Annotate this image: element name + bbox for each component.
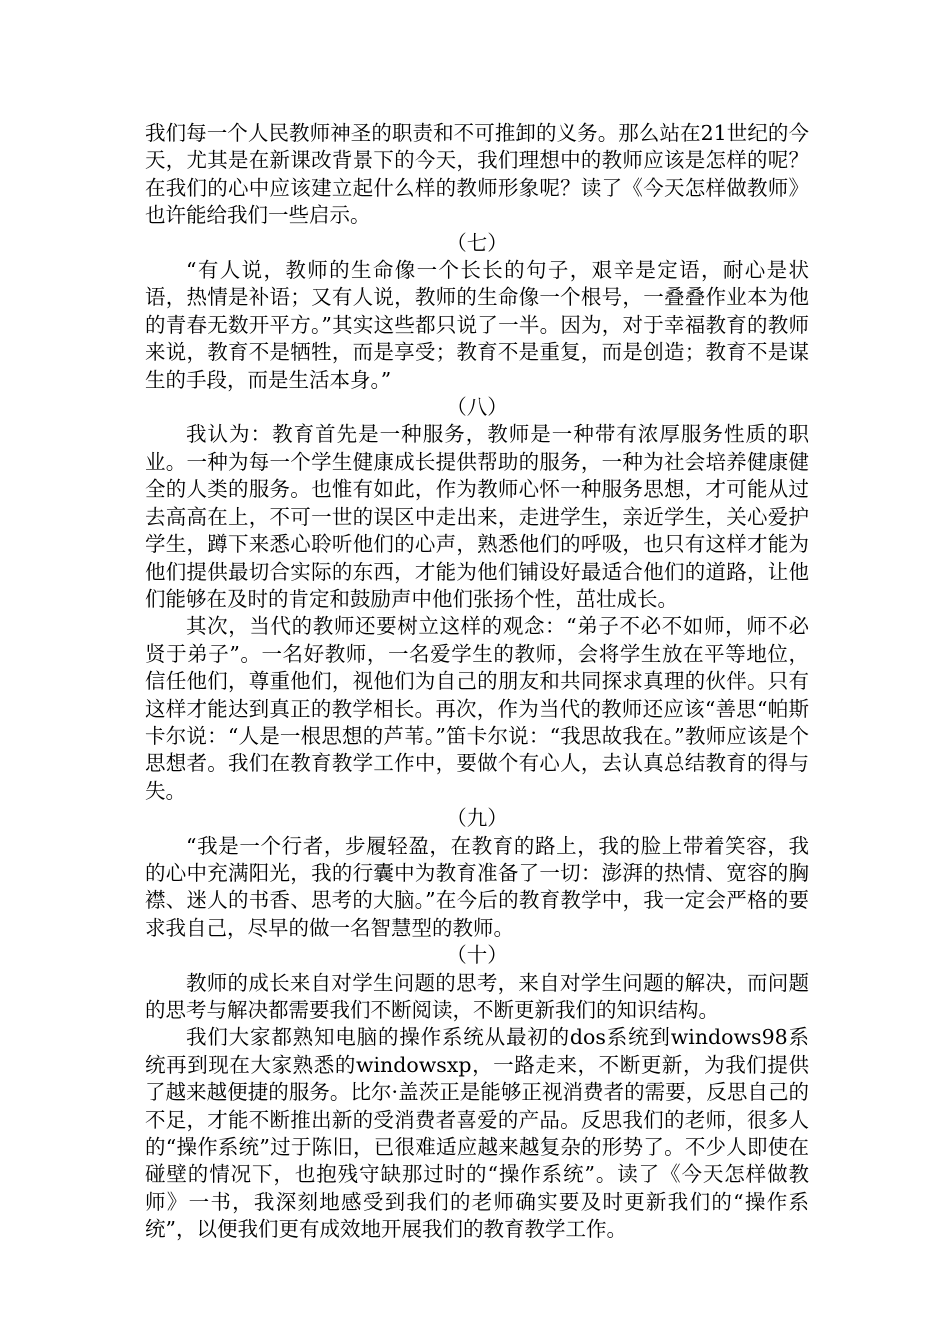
paragraph-section-8-first: 我认为：教育首先是一种服务，教师是一种带有浓厚服务性质的职业。一种为每一个学生健康成长提供帮助的服务，一种为社会培养健康健全的人类的服务。也惟有如此，作为教师心怀一种服务思想，才可能从过去高高在上，不可一世的误区中走出来，走进学生，亲近学生，关心爱护学生，蹲下来悉心聆听他们的心声，熟悉他们的呼吸，也只有这样才能为他们提供最切合实际的东西，才能为他们铺设好最适合他们的道路，让他们能够在及时的肯定和鼓励声中他们张扬个性，茁壮成长。 (145, 422, 809, 611)
paragraph-section-8-second: 其次，当代的教师还要树立这样的观念：“弟子不必不如师，师不必贤于弟子”。一名好教师，一名爱学生的教师，会将学生放在平等地位，信任他们，尊重他们，视他们为自己的朋友和共同探求真理的伙伴。只有这样才能达到真正的教学相长。再次，作为当代的教师还应该“善思“帕斯卡尔说：“人是一根思想的芦苇。”笛卡尔说：“我思故我在。”教师应该是个思想者。我们在教育教学工作中，要做个有心人，去认真总结教育的得与失。 (145, 614, 809, 803)
document-body (145, 120, 809, 1244)
paragraph-section-9: “我是一个行者，步履轻盈，在教育的路上，我的脸上带着笑容，我的心中充满阳光，我的行囊中为教育准备了一切：澎湃的热情、宽容的胸襟、迷人的书香、思考的大脑。”在今后的教育教学中，我一定会严格的要求我自己，尽早的做一名智慧型的教师。 (145, 833, 809, 940)
paragraph-intro: 我们每一个人民教师神圣的职责和不可推卸的义务。那么站在21世纪的今天，尤其是在新课改背景下的今天，我们理想中的教师应该是怎样的呢？在我们的心中应该建立起什么样的教师形象呢？读了《今天怎样做教师》也许能给我们一些启示。 (145, 121, 809, 228)
section-heading-10: （十） (446, 943, 508, 968)
section-heading-9: （九） (446, 806, 508, 831)
section-heading-8: （八） (446, 395, 508, 420)
paragraph-section-10-second: 我们大家都熟知电脑的操作系统从最初的dos系统到windows98系统再到现在大家熟悉的windowsxp，一路走来，不断更新，为我们提供了越来越便捷的服务。比尔·盖茨正是能够正视消费者的需要，反思自己的不足，才能不断推出新的受消费者喜爱的产品。反思我们的老师，很多人的“操作系统”过于陈旧，已很难适应越来越复杂的形势了。不少人即使在碰壁的情况下，也抱残守缺那过时的“操作系统”。读了《今天怎样做教师》一书，我深刻地感受到我们的老师确实要及时更新我们的“操作系统”，以便我们更有成效地开展我们的教育教学工作。 (145, 1025, 809, 1242)
paragraph-section-7: “有人说，教师的生命像一个长长的句子，艰辛是定语，耐心是状语，热情是补语；又有人说，教师的生命像一个根号，一叠叠作业本为他的青春无数开平方。”其实这些都只说了一半。因为，对于幸福教育的教师来说，教育不是牺牲，而是享受；教育不是重复，而是创造；教育不是谋生的手段，而是生活本身。” (145, 258, 809, 392)
section-heading-7: （七） (446, 230, 508, 255)
paragraph-section-10-first: 教师的成长来自对学生问题的思考，来自对学生问题的解决，而问题的思考与解决都需要我们不断阅读，不断更新我们的知识结构。 (145, 970, 809, 1022)
